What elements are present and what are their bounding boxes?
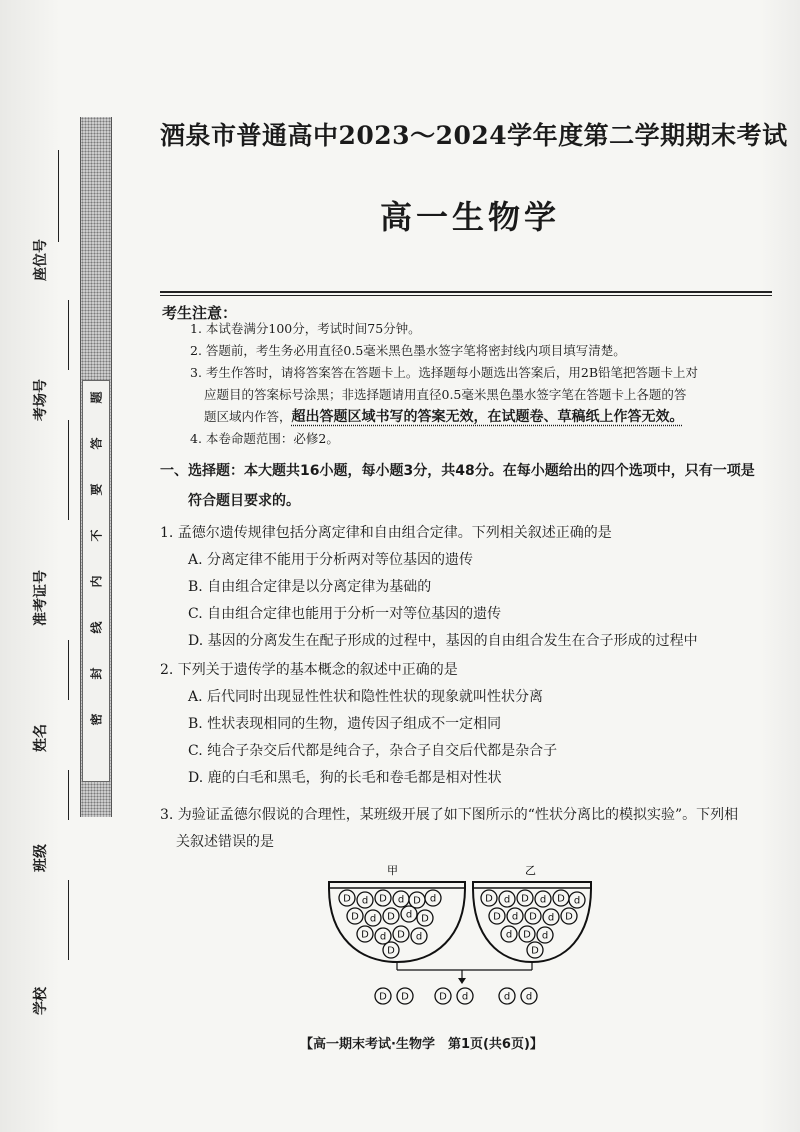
strip-char: 内 (89, 575, 104, 588)
option: B. 自由组合定律是以分离定律为基础的 (188, 579, 432, 595)
arrow-head (458, 978, 466, 984)
ball-letter: d (461, 991, 469, 1003)
ball-letter: D (439, 991, 447, 1003)
ball-letter: D (493, 911, 501, 923)
strip-char: 线 (89, 621, 104, 634)
ball-letter: d (415, 931, 423, 943)
ball-letter: D (397, 929, 405, 941)
ball-letter: d (511, 911, 519, 923)
ball-letter: D (521, 893, 529, 905)
notice-heading: 考生注意： (162, 304, 238, 322)
ball-letter: D (557, 893, 565, 905)
strip-char: 答 (89, 437, 104, 450)
ball-letter: d (379, 931, 387, 943)
notice-item: 4. 本卷命题范围：必修2。 (190, 431, 339, 446)
ball-letter: D (401, 991, 409, 1003)
ball-letter: D (565, 911, 573, 923)
option: B. 性状表现相同的生物，遗传因子组成不一定相同 (188, 716, 502, 732)
seal-line-notice (82, 380, 110, 782)
ball-letter: D (361, 929, 369, 941)
question-stem: 2. 下列关于遗传学的基本概念的叙述中正确的是 (160, 662, 458, 678)
field-class (18, 830, 62, 890)
field-admission-number (18, 540, 62, 690)
divider (160, 291, 772, 293)
field-label: 学校 (33, 987, 49, 1015)
strip-char: 要 (89, 483, 104, 496)
ball-letter: d (405, 909, 413, 921)
ball-letter: D (351, 911, 359, 923)
fill-line (68, 420, 69, 520)
fill-line (68, 770, 69, 820)
ball-letter: D (343, 893, 351, 905)
field-label: 班级 (33, 844, 49, 872)
strip-char: 封 (89, 667, 104, 680)
ball-letter: d (505, 929, 513, 941)
ball-letter: d (361, 895, 369, 907)
divider (160, 295, 772, 296)
ball-letter: d (547, 912, 555, 924)
ball-letter: D (387, 945, 395, 957)
option: C. 纯合子杂交后代都是纯合子，杂合子自交后代都是杂合子 (188, 743, 558, 759)
ball-letter: d (541, 930, 549, 942)
ball-letter: d (525, 991, 533, 1003)
field-seat-number (18, 150, 62, 340)
field-label: 准考证号 (33, 570, 49, 626)
bowl-label-right: 乙 (525, 864, 536, 877)
field-school (18, 975, 62, 1025)
option: D. 鹿的白毛和黑毛，狗的长毛和卷毛都是相对性状 (188, 770, 502, 786)
notice-item: 1. 本试卷满分100分，考试时间75分钟。 (190, 321, 421, 336)
field-room-number (18, 330, 62, 450)
question-stem: 关叙述错误的是 (176, 834, 274, 850)
section-heading: 符合题目要求的。 (188, 493, 300, 509)
ball-letter: D (531, 945, 539, 957)
notice-text: 题区域内作答， (204, 409, 292, 424)
fill-line (68, 640, 69, 700)
field-label: 考场号 (33, 379, 49, 421)
ball-letter: D (379, 893, 387, 905)
question-stem: 3. 为验证孟德尔假说的合理性，某班级开展了如下图所示的“性状分离比的模拟实验”。下列相 (160, 807, 739, 823)
ball-letter: D (485, 893, 493, 905)
notice-item: 2. 答题前，考生务必用直径0.5毫米黑色墨水签字笔将密封线内项目填写清楚。 (190, 343, 626, 358)
field-label: 姓名 (33, 724, 49, 752)
fill-line (68, 300, 69, 370)
ball-letter: D (529, 911, 537, 923)
ball-letter: D (413, 895, 421, 907)
section-heading: 一、选择题：本大题共16小题，每小题3分，共48分。在每小题给出的四个选项中，只有一项是 (160, 463, 755, 479)
strip-char: 题 (89, 391, 104, 404)
bowl-label-left: 甲 (387, 864, 398, 877)
fill-line (68, 880, 69, 960)
ball-letter: d (539, 894, 547, 906)
subject-title: 高一生物学 (379, 198, 560, 236)
notice-emphasis: 超出答题区域书写的答案无效，在试题卷、草稿纸上作答无效。 (291, 409, 684, 425)
ball-letter: D (421, 913, 429, 925)
page-footer: 【高一期末考试·生物学 第1页(共6页)】 (300, 1037, 543, 1052)
strip-char: 不 (89, 529, 104, 542)
option: C. 自由组合定律也能用于分析一对等位基因的遗传 (188, 606, 502, 622)
strip-char: 密 (89, 713, 104, 726)
ball-letter: D (379, 991, 387, 1003)
exam-title: 酒泉市普通高中2023～2024学年度第二学期期末考试 (160, 121, 788, 150)
ball-letter: d (503, 894, 511, 906)
binding-fields (0, 0, 80, 1132)
ball-letter: d (503, 991, 511, 1003)
option: A. 后代同时出现显性性状和隐性性状的现象就叫性状分离 (188, 689, 544, 705)
ball-letter: d (429, 893, 437, 905)
ball-letter: d (397, 894, 405, 906)
option: D. 基因的分离发生在配子形成的过程中，基因的自由组合发生在合子形成的过程中 (188, 633, 698, 649)
fill-line (58, 150, 59, 242)
notice-item: 应题目的答案标号涂黑；非选择题请用直径0.5毫米黑色墨水签字笔在答题卡上各题的答 (204, 387, 687, 402)
ball-letter: D (523, 929, 531, 941)
field-name (18, 700, 62, 780)
simulation-figure (325, 862, 595, 1012)
field-label: 座位号 (33, 239, 49, 281)
notice-item: 3. 考生作答时，请将答案答在答题卡上。选择题每小题选出答案后，用2B铅笔把答题卡上对 (190, 365, 699, 380)
question-stem: 1. 孟德尔遗传规律包括分离定律和自由组合定律。下列相关叙述正确的是 (160, 525, 612, 541)
ball-letter: d (573, 895, 581, 907)
ball-letter: d (369, 913, 377, 925)
notice-item (204, 406, 780, 428)
ball-letter: D (387, 911, 395, 923)
option: A. 分离定律不能用于分析两对等位基因的遗传 (188, 552, 474, 568)
